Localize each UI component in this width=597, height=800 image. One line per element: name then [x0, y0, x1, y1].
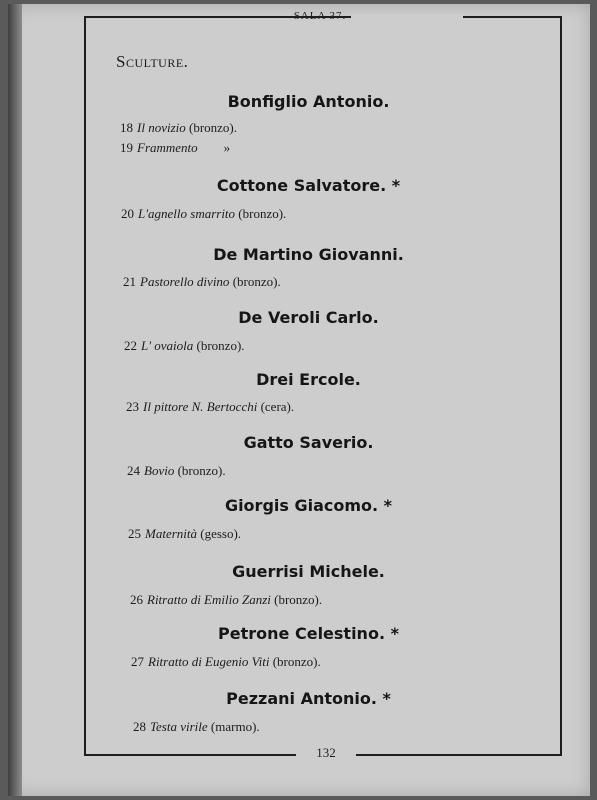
work-number: 27 [131, 654, 144, 669]
star-marker: * [386, 176, 401, 195]
artist-name [0, 433, 597, 452]
artist-name [0, 562, 597, 581]
star-marker: * [376, 689, 391, 708]
work-title: Maternità [145, 526, 197, 541]
work-title: Ritratto di Emilio Zanzi [147, 592, 271, 607]
work-entry [120, 120, 237, 136]
work-entry [133, 719, 260, 735]
artist-name [0, 308, 597, 327]
page-number: 132 [316, 745, 336, 760]
work-entry [131, 654, 321, 670]
work-material: (marmo). [210, 719, 260, 734]
work-entry [123, 274, 281, 290]
work-entry [124, 338, 245, 354]
artist-name-text: De Martino Giovanni. [213, 245, 404, 264]
artist-name [0, 176, 597, 195]
work-number: 21 [123, 274, 136, 289]
artist-name-text: Cottone Salvatore. [216, 176, 387, 195]
work-material: (bronzo). [272, 654, 321, 669]
star-marker: * [385, 624, 399, 643]
artist-name [0, 370, 597, 389]
work-material: (bronzo). [196, 338, 245, 353]
artist-name [0, 624, 597, 643]
work-number: 22 [124, 338, 137, 353]
artist-name [0, 689, 597, 708]
work-number: 19 [120, 140, 133, 155]
artist-name-text: Gatto Saverio. [243, 433, 374, 452]
work-material: (bronzo). [189, 120, 238, 135]
work-title: Il novizio [137, 120, 186, 135]
star-marker: * [378, 496, 393, 515]
work-entry [120, 140, 230, 156]
work-entry [130, 592, 322, 608]
work-material: (cera). [260, 399, 295, 414]
artist-name-text: Petrone Celestino. [218, 624, 386, 643]
work-number: 25 [128, 526, 141, 541]
work-material: (bronzo). [232, 274, 281, 289]
artist-name-text: Pezzani Antonio. [226, 689, 377, 708]
work-number: 20 [121, 206, 134, 221]
work-title: L' ovaiola [141, 338, 194, 353]
work-material: (bronzo). [274, 592, 323, 607]
work-title: Frammento [137, 140, 198, 155]
work-number: 26 [130, 592, 143, 607]
work-number: 18 [120, 120, 133, 135]
artist-name-text: Giorgis Giacomo. [224, 496, 379, 515]
artist-name-text: Drei Ercole. [256, 370, 361, 389]
work-material: (bronzo). [238, 206, 287, 221]
work-number: 24 [127, 463, 140, 478]
work-title: Testa virile [150, 719, 208, 734]
work-number: 28 [133, 719, 146, 734]
work-entry [128, 526, 241, 542]
section-title: Sculture. [116, 52, 189, 71]
work-title: Ritratto di Eugenio Viti [148, 654, 270, 669]
artist-name-text: Bonfiglio Antonio. [227, 92, 390, 111]
artist-name [0, 496, 597, 515]
work-material: (bronzo). [177, 463, 226, 478]
work-title: L'agnello smarrito [138, 206, 236, 221]
artist-name [0, 245, 597, 264]
work-material: » [223, 140, 231, 155]
work-entry [126, 399, 294, 415]
work-entry [121, 206, 286, 222]
work-title: Il pittore N. Bertocchi [143, 399, 258, 414]
work-entry [127, 463, 226, 479]
artist-name [0, 92, 597, 111]
artist-name-text: Guerrisi Michele. [232, 562, 385, 581]
work-title: Bovio [144, 463, 175, 478]
work-title: Pastorello divino [140, 274, 230, 289]
work-material: (gesso). [200, 526, 242, 541]
running-head: SALA 37. [293, 10, 347, 22]
work-number: 23 [126, 399, 139, 414]
artist-name-text: De Veroli Carlo. [238, 308, 379, 327]
